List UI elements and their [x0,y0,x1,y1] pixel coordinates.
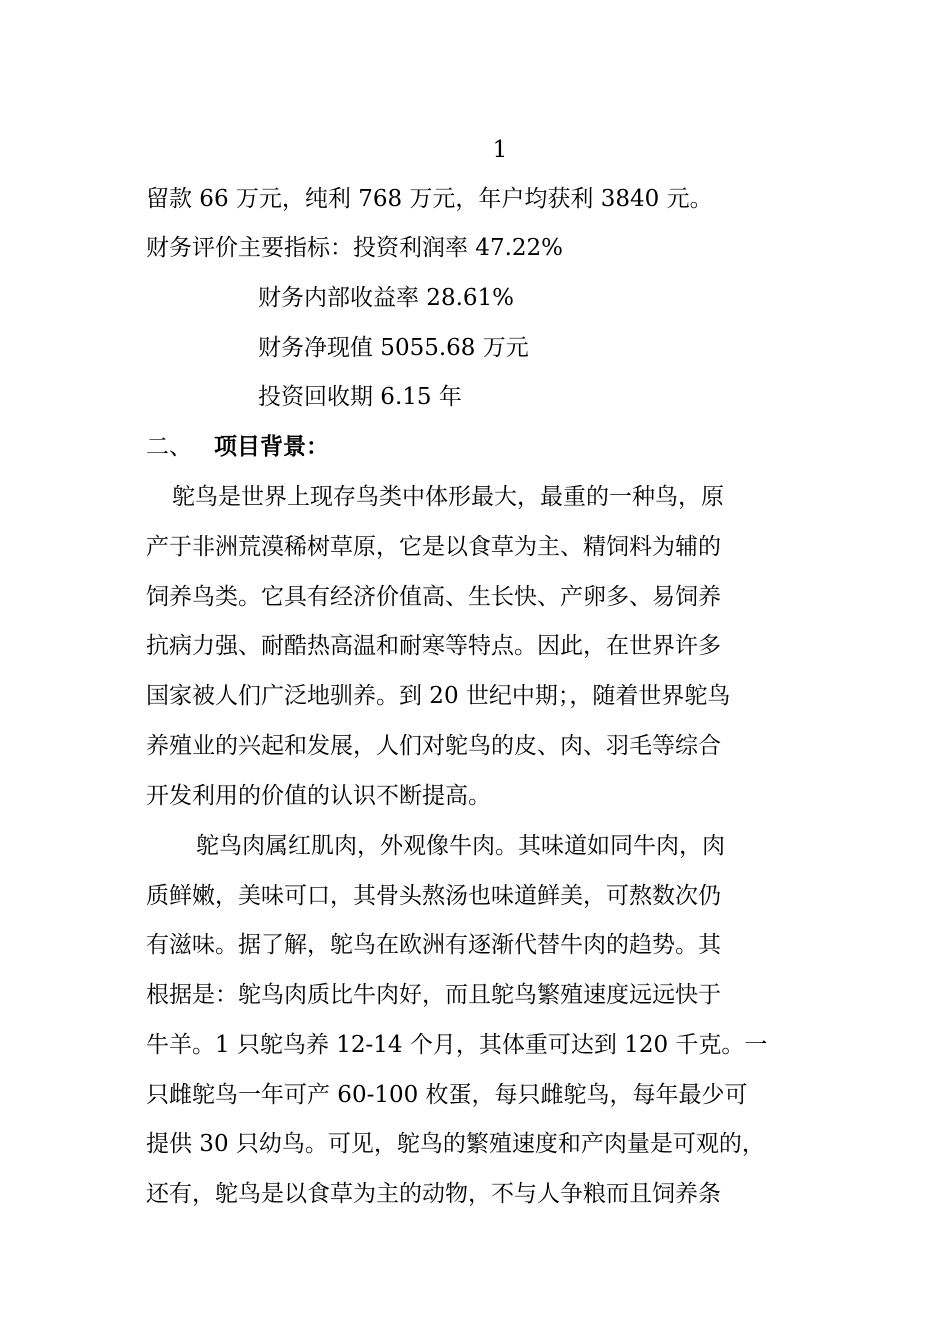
paragraph-line: 鸵鸟是世界上现存鸟类中体形最大，最重的一种鸟，原 [172,484,724,510]
indicator-npv: 财务净现值 5055.68 万元 [258,335,529,361]
paragraph-line: 只雌鸵鸟一年可产 60-100 枚蛋，每只雌鸵鸟，每年最少可 [146,1082,748,1108]
paragraph-line: 产于非洲荒漠稀树草原，它是以食草为主、精饲料为辅的 [146,534,721,560]
paragraph-line: 还有，鸵鸟是以食草为主的动物，不与人争粮而且饲养条 [146,1181,721,1207]
page-number: 1 [492,137,508,163]
summary-line-2: 财务评价主要指标：投资利润率 47.22% [146,235,564,261]
paragraph-line: 有滋味。据了解，鸵鸟在欧洲有逐渐代替牛肉的趋势。其 [146,932,721,958]
paragraph-line: 鸵鸟肉属红肌肉，外观像牛肉。其味道如同牛肉，肉 [196,833,725,859]
summary-line-1: 留款 66 万元，纯利 768 万元，年户均获利 3840 元。 [146,186,713,212]
paragraph-line: 抗病力强、耐酷热高温和耐寒等特点。因此，在世界许多 [146,633,721,659]
section-number: 二、 [146,434,192,460]
section-heading [146,431,329,463]
paragraph-line: 国家被人们广泛地驯养。到 20 世纪中期；，随着世界鸵鸟 [146,683,731,709]
paragraph-line: 饲养鸟类。它具有经济价值高、生长快、产卵多、易饲养 [146,584,721,610]
indicator-payback: 投资回收期 6.15 年 [258,384,462,410]
paragraph-line: 提供 30 只幼鸟。可见，鸵鸟的繁殖速度和产肉量是可观的， [146,1131,765,1157]
section-title: 项目背景： [214,433,329,460]
paragraph-line: 牛羊。1 只鸵鸟养 12-14 个月，其体重可达到 120 千克。一 [146,1032,768,1058]
paragraph-line: 养殖业的兴起和发展，人们对鸵鸟的皮、肉、羽毛等综合 [146,733,721,759]
indicator-irr: 财务内部收益率 28.61% [258,285,515,311]
paragraph-line: 根据是：鸵鸟肉质比牛肉好，而且鸵鸟繁殖速度远远快于 [146,982,721,1008]
paragraph-line: 质鲜嫩，美味可口，其骨头熬汤也味道鲜美，可熬数次仍 [146,883,721,909]
paragraph-line: 开发利用的价值的认识不断提高。 [146,783,491,809]
